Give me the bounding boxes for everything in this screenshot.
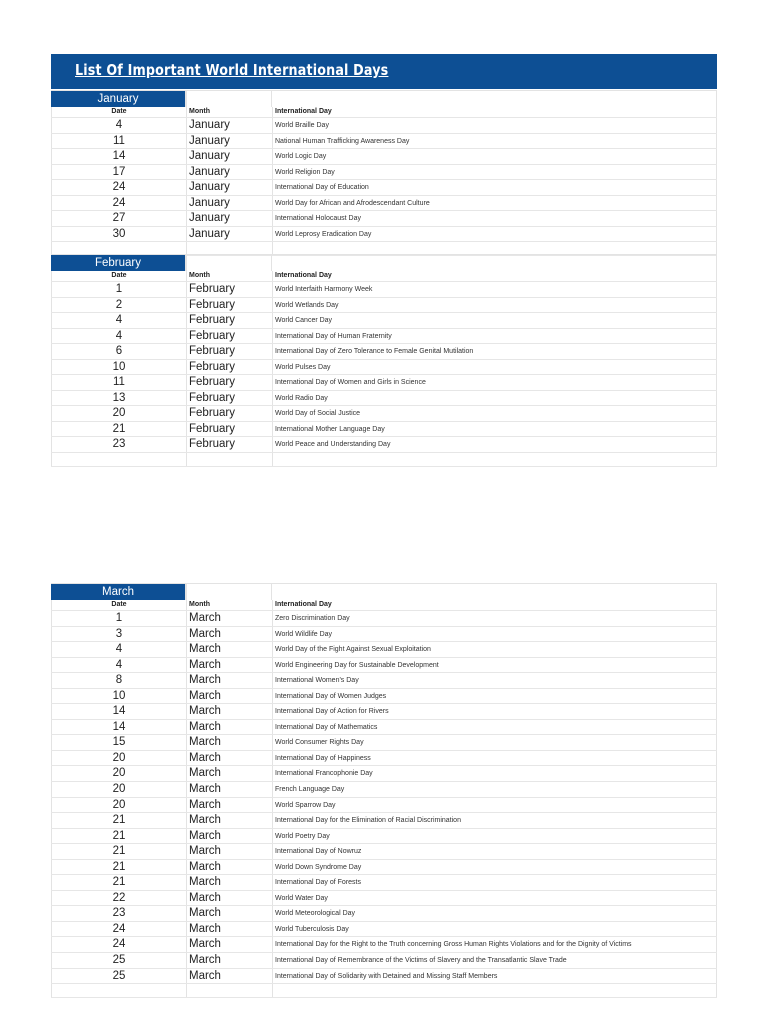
international-day-cell: World Interfaith Harmony Week: [272, 282, 717, 297]
date-cell: 3: [51, 627, 186, 642]
month-cell: January: [186, 211, 272, 226]
table-row: [51, 165, 717, 181]
international-day-cell: World Day of the Fight Against Sexual Exploitation: [272, 642, 717, 657]
month-cell: March: [186, 658, 272, 673]
international-day-cell: International Day of Women and Girls in Science: [272, 375, 717, 390]
date-cell: 8: [51, 673, 186, 688]
international-day-cell: International Day for the Right to the Truth concerning Gross Human Rights Violations and for the Dignity of Victims: [272, 937, 717, 952]
month-cell: March: [186, 673, 272, 688]
international-day-cell: World Pulses Day: [272, 360, 717, 375]
date-cell: 10: [51, 689, 186, 704]
table-row: [51, 422, 717, 438]
month-cell: March: [186, 627, 272, 642]
table-row: [51, 969, 717, 985]
table-row: [51, 134, 717, 150]
date-cell: 4: [51, 313, 186, 328]
date-cell: 14: [51, 149, 186, 164]
blank-cell: [186, 984, 272, 997]
blank-cell: [51, 984, 186, 997]
table-row: [51, 875, 717, 891]
month-cell: February: [186, 313, 272, 328]
month-cell: February: [186, 375, 272, 390]
table-row: [51, 149, 717, 165]
column-header-row: [51, 107, 717, 118]
international-day-cell: World Day of Social Justice: [272, 406, 717, 421]
section-header: [51, 90, 717, 107]
table-row: [51, 227, 717, 243]
table-row: [51, 673, 717, 689]
blank-cell: [272, 984, 717, 997]
month-cell: March: [186, 735, 272, 750]
international-day-cell: International Day of Mathematics: [272, 720, 717, 735]
date-cell: 4: [51, 118, 186, 133]
column-header-row: [51, 271, 717, 282]
column-header-date: Date: [51, 107, 186, 117]
blank-row: [51, 453, 717, 467]
table-row: [51, 360, 717, 376]
column-header-date: Date: [51, 271, 186, 281]
column-header-international-day: International Day: [272, 271, 717, 281]
section-january: [51, 90, 717, 256]
international-day-cell: International Day of Women Judges: [272, 689, 717, 704]
date-cell: 11: [51, 134, 186, 149]
date-cell: 20: [51, 766, 186, 781]
table-row: [51, 735, 717, 751]
international-day-cell: International Day of Human Fraternity: [272, 329, 717, 344]
month-cell: February: [186, 298, 272, 313]
table-row: [51, 813, 717, 829]
international-day-cell: International Women's Day: [272, 673, 717, 688]
international-day-cell: World Religion Day: [272, 165, 717, 180]
international-day-cell: World Water Day: [272, 891, 717, 906]
month-cell: March: [186, 642, 272, 657]
international-day-cell: International Day of Solidarity with Detained and Missing Staff Members: [272, 969, 717, 984]
date-cell: 20: [51, 798, 186, 813]
date-cell: 24: [51, 196, 186, 211]
date-cell: 23: [51, 437, 186, 452]
date-cell: 25: [51, 953, 186, 968]
month-cell: February: [186, 360, 272, 375]
international-day-cell: World Braille Day: [272, 118, 717, 133]
table-row: [51, 704, 717, 720]
date-cell: 20: [51, 406, 186, 421]
title-banner: [51, 54, 717, 89]
table-row: [51, 720, 717, 736]
table-row: [51, 922, 717, 938]
international-day-cell: World Down Syndrome Day: [272, 860, 717, 875]
column-header-month: Month: [186, 600, 272, 610]
column-header-international-day: International Day: [272, 107, 717, 117]
month-cell: January: [186, 227, 272, 242]
table-row: [51, 642, 717, 658]
month-heading: January: [51, 90, 186, 107]
table-row: [51, 375, 717, 391]
blank-row: [51, 984, 717, 998]
international-day-cell: World Cancer Day: [272, 313, 717, 328]
month-cell: March: [186, 953, 272, 968]
month-cell: March: [186, 937, 272, 952]
month-cell: March: [186, 766, 272, 781]
month-cell: March: [186, 720, 272, 735]
date-cell: 4: [51, 658, 186, 673]
page-title: List Of Important World International Days: [75, 61, 389, 79]
international-day-cell: World Engineering Day for Sustainable Development: [272, 658, 717, 673]
date-cell: 21: [51, 875, 186, 890]
month-cell: March: [186, 891, 272, 906]
date-cell: 24: [51, 922, 186, 937]
month-cell: March: [186, 906, 272, 921]
month-heading: February: [51, 254, 186, 271]
table-row: [51, 627, 717, 643]
date-cell: 20: [51, 782, 186, 797]
date-cell: 14: [51, 704, 186, 719]
international-day-cell: National Human Trafficking Awareness Day: [272, 134, 717, 149]
international-day-cell: World Peace and Understanding Day: [272, 437, 717, 452]
month-cell: February: [186, 282, 272, 297]
international-day-cell: World Day for African and Afrodescendant Culture: [272, 196, 717, 211]
month-cell: March: [186, 860, 272, 875]
date-cell: 15: [51, 735, 186, 750]
column-header-row: [51, 600, 717, 611]
month-cell: January: [186, 180, 272, 195]
table-row: [51, 751, 717, 767]
international-day-cell: World Sparrow Day: [272, 798, 717, 813]
header-empty-cell: [186, 583, 272, 600]
header-empty-cell: [272, 254, 717, 271]
date-cell: 11: [51, 375, 186, 390]
month-cell: March: [186, 751, 272, 766]
date-cell: 14: [51, 720, 186, 735]
month-cell: March: [186, 689, 272, 704]
international-day-cell: World Radio Day: [272, 391, 717, 406]
section-february: [51, 254, 717, 467]
table-row: [51, 829, 717, 845]
date-cell: 22: [51, 891, 186, 906]
international-day-cell: International Day of Education: [272, 180, 717, 195]
table-row: [51, 860, 717, 876]
month-cell: February: [186, 391, 272, 406]
international-day-cell: World Poetry Day: [272, 829, 717, 844]
table-row: [51, 844, 717, 860]
date-cell: 4: [51, 642, 186, 657]
table-row: [51, 782, 717, 798]
international-day-cell: International Day of Forests: [272, 875, 717, 890]
international-day-cell: International Holocaust Day: [272, 211, 717, 226]
month-cell: March: [186, 844, 272, 859]
blank-cell: [272, 453, 717, 466]
table-row: [51, 282, 717, 298]
international-day-cell: International Day for the Elimination of Racial Discrimination: [272, 813, 717, 828]
month-cell: March: [186, 875, 272, 890]
column-header-international-day: International Day: [272, 600, 717, 610]
date-cell: 21: [51, 829, 186, 844]
date-cell: 6: [51, 344, 186, 359]
month-cell: February: [186, 329, 272, 344]
month-cell: March: [186, 782, 272, 797]
date-cell: 20: [51, 751, 186, 766]
header-empty-cell: [272, 583, 717, 600]
header-empty-cell: [272, 90, 717, 107]
table-row: [51, 391, 717, 407]
international-day-cell: International Day of Action for Rivers: [272, 704, 717, 719]
header-empty-cell: [186, 90, 272, 107]
month-heading: March: [51, 583, 186, 600]
table-row: [51, 937, 717, 953]
section-header: [51, 254, 717, 271]
international-day-cell: International Day of Happiness: [272, 751, 717, 766]
date-cell: 17: [51, 165, 186, 180]
table-row: [51, 906, 717, 922]
month-cell: March: [186, 798, 272, 813]
international-day-cell: World Meteorological Day: [272, 906, 717, 921]
date-cell: 21: [51, 813, 186, 828]
international-day-cell: Zero Discrimination Day: [272, 611, 717, 626]
date-cell: 25: [51, 969, 186, 984]
date-cell: 30: [51, 227, 186, 242]
date-cell: 21: [51, 860, 186, 875]
month-cell: January: [186, 149, 272, 164]
international-day-cell: International Mother Language Day: [272, 422, 717, 437]
date-cell: 10: [51, 360, 186, 375]
month-cell: February: [186, 344, 272, 359]
international-day-cell: World Tuberculosis Day: [272, 922, 717, 937]
international-day-cell: World Consumer Rights Day: [272, 735, 717, 750]
date-cell: 4: [51, 329, 186, 344]
international-day-cell: International Day of Remembrance of the Victims of Slavery and the Transatlantic Slave Trade: [272, 953, 717, 968]
table-row: [51, 313, 717, 329]
international-day-cell: French Language Day: [272, 782, 717, 797]
column-header-month: Month: [186, 271, 272, 281]
table-row: [51, 180, 717, 196]
date-cell: 24: [51, 937, 186, 952]
international-day-cell: World Logic Day: [272, 149, 717, 164]
table-row: [51, 658, 717, 674]
month-cell: February: [186, 422, 272, 437]
month-cell: March: [186, 813, 272, 828]
date-cell: 21: [51, 422, 186, 437]
blank-cell: [186, 453, 272, 466]
table-row: [51, 766, 717, 782]
table-row: [51, 196, 717, 212]
date-cell: 1: [51, 282, 186, 297]
month-cell: March: [186, 969, 272, 984]
date-cell: 24: [51, 180, 186, 195]
date-cell: 23: [51, 906, 186, 921]
date-cell: 1: [51, 611, 186, 626]
month-cell: January: [186, 196, 272, 211]
month-cell: March: [186, 704, 272, 719]
table-row: [51, 329, 717, 345]
international-day-cell: International Day of Nowruz: [272, 844, 717, 859]
date-cell: 13: [51, 391, 186, 406]
month-cell: January: [186, 118, 272, 133]
table-row: [51, 798, 717, 814]
table-row: [51, 611, 717, 627]
table-row: [51, 689, 717, 705]
table-row: [51, 891, 717, 907]
table-row: [51, 118, 717, 134]
table-row: [51, 298, 717, 314]
blank-cell: [51, 453, 186, 466]
international-day-cell: International Francophonie Day: [272, 766, 717, 781]
month-cell: February: [186, 406, 272, 421]
international-day-cell: World Leprosy Eradication Day: [272, 227, 717, 242]
month-cell: January: [186, 134, 272, 149]
date-cell: 2: [51, 298, 186, 313]
table-row: [51, 437, 717, 453]
table-row: [51, 953, 717, 969]
column-header-date: Date: [51, 600, 186, 610]
table-row: [51, 406, 717, 422]
month-cell: January: [186, 165, 272, 180]
date-cell: 27: [51, 211, 186, 226]
table-row: [51, 344, 717, 360]
international-day-cell: International Day of Zero Tolerance to Female Genital Mutilation: [272, 344, 717, 359]
section-header: [51, 583, 717, 600]
header-empty-cell: [186, 254, 272, 271]
month-cell: February: [186, 437, 272, 452]
table-row: [51, 211, 717, 227]
international-day-cell: World Wildlife Day: [272, 627, 717, 642]
month-cell: March: [186, 829, 272, 844]
date-cell: 21: [51, 844, 186, 859]
international-day-cell: World Wetlands Day: [272, 298, 717, 313]
month-cell: March: [186, 611, 272, 626]
month-cell: March: [186, 922, 272, 937]
section-march: [51, 583, 717, 998]
column-header-month: Month: [186, 107, 272, 117]
